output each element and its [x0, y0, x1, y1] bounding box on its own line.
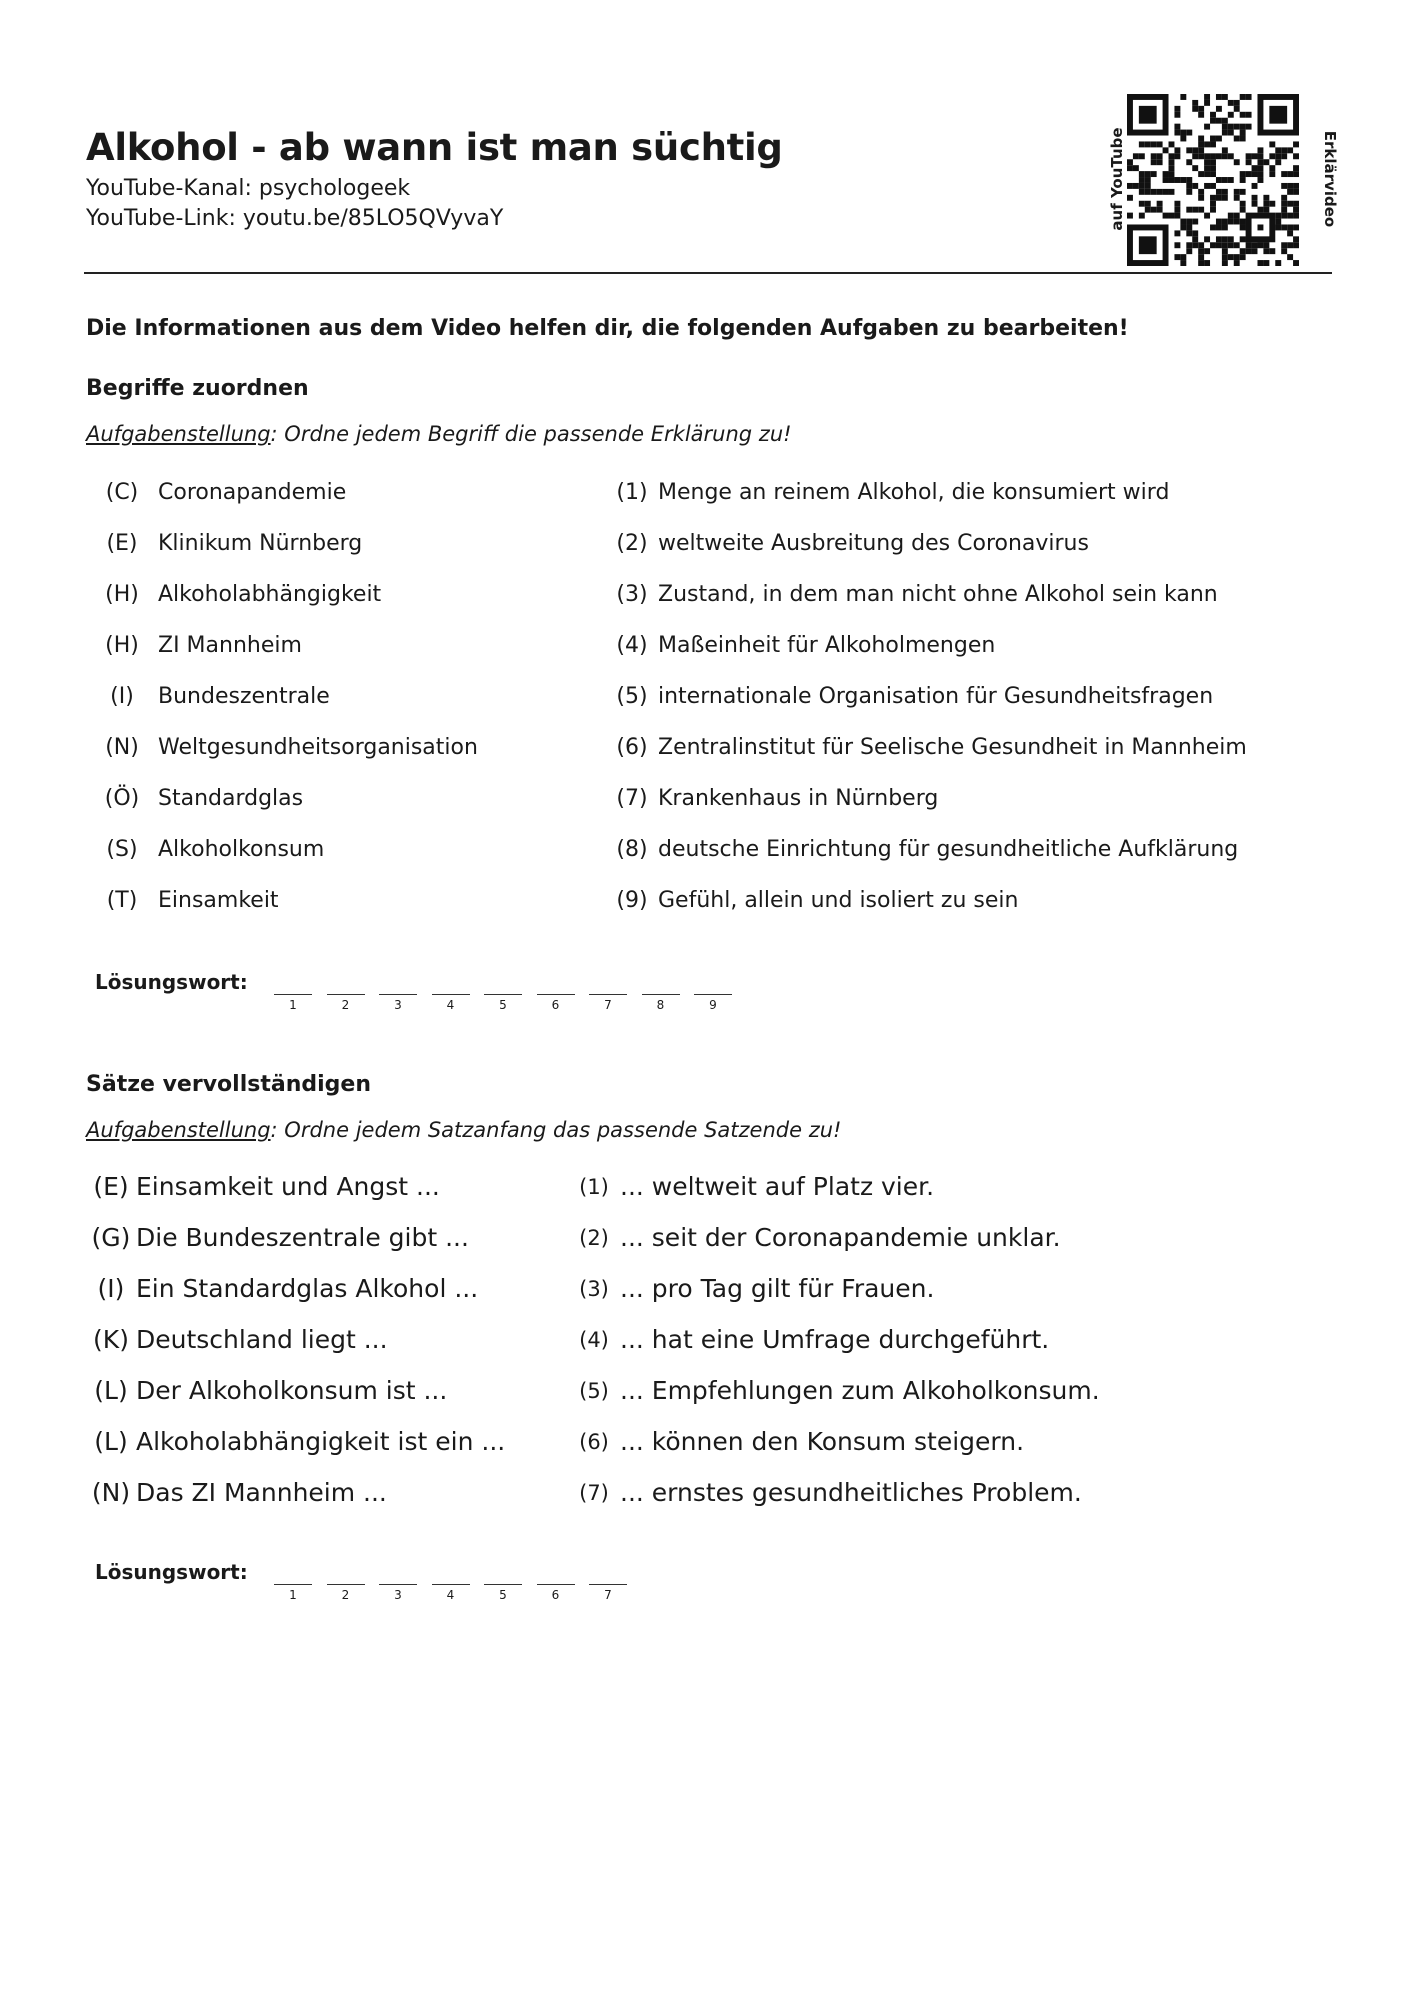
- sentence-end-text: ... Empfehlungen zum Alkoholkonsum.: [620, 1376, 1100, 1405]
- list-item: [0, 480, 1414, 520]
- sentence-start-text: Alkoholabhängigkeit ist ein ...: [136, 1427, 506, 1456]
- definition-code: (7): [616, 786, 648, 811]
- section2-task: [86, 1118, 841, 1142]
- solution-blank: [379, 994, 417, 995]
- list-item: [0, 1274, 1414, 1314]
- definition-code: (4): [616, 633, 648, 658]
- solution-number: 2: [341, 998, 350, 1012]
- list-item: [0, 1427, 1414, 1467]
- solution-blank: [379, 1584, 417, 1585]
- page-title: Alkohol - ab wann ist man süchtig: [86, 126, 783, 169]
- list-item: [0, 1325, 1414, 1365]
- list-item: [0, 1478, 1414, 1518]
- list-item: [0, 837, 1414, 877]
- sentence-start-text: Einsamkeit und Angst ...: [136, 1172, 440, 1201]
- sentence-end-code: (2): [579, 1226, 609, 1250]
- definition-text: Menge an reinem Alkohol, die konsumiert wird: [658, 480, 1170, 505]
- list-item: [0, 582, 1414, 622]
- youtube-channel: YouTube-Kanal: psychologeek: [86, 176, 411, 201]
- definition-text: Zustand, in dem man nicht ohne Alkohol sein kann: [658, 582, 1218, 607]
- solution-number: 4: [446, 998, 455, 1012]
- solution-number: 6: [551, 1588, 560, 1602]
- definition-text: Gefühl, allein und isoliert zu sein: [658, 888, 1019, 913]
- definition-text: internationale Organisation für Gesundheitsfragen: [658, 684, 1214, 709]
- list-item: [0, 735, 1414, 775]
- term-code: (Ö): [104, 786, 140, 811]
- definition-code: (2): [616, 531, 648, 556]
- list-item: [0, 1172, 1414, 1212]
- sentence-start-text: Der Alkoholkonsum ist ...: [136, 1376, 448, 1405]
- definition-text: Maßeinheit für Alkoholmengen: [658, 633, 996, 658]
- section2-solution-label: Lösungswort:: [95, 1560, 248, 1584]
- solution-number: 1: [289, 1588, 297, 1602]
- list-item: [0, 633, 1414, 673]
- sentence-end-text: ... können den Konsum steigern.: [620, 1427, 1025, 1456]
- term-label: Alkoholabhängigkeit: [158, 582, 382, 607]
- definition-text: deutsche Einrichtung für gesundheitliche Aufklärung: [658, 837, 1239, 862]
- sentence-start-code: (G): [91, 1223, 131, 1252]
- sentence-start-code: (L): [94, 1376, 128, 1405]
- task-text: : Ordne jedem Begriff die passende Erklärung zu!: [270, 422, 792, 446]
- solution-blank: [274, 994, 312, 995]
- list-item: [0, 531, 1414, 571]
- solution-blank: [432, 1584, 470, 1585]
- solution-blank: [327, 1584, 365, 1585]
- section1-title: Begriffe zuordnen: [86, 376, 309, 401]
- sentence-end-text: ... hat eine Umfrage durchgeführt.: [620, 1325, 1050, 1354]
- solution-blank: [484, 1584, 522, 1585]
- definition-text: weltweite Ausbreitung des Coronavirus: [658, 531, 1089, 556]
- list-item: [0, 1376, 1414, 1416]
- definition-code: (9): [616, 888, 648, 913]
- term-label: Klinikum Nürnberg: [158, 531, 363, 556]
- qr-left-label: auf YouTube: [1108, 127, 1126, 231]
- term-label: Einsamkeit: [158, 888, 279, 913]
- sentence-start-code: (E): [93, 1172, 129, 1201]
- list-item: [0, 684, 1414, 724]
- sentence-end-text: ... ernstes gesundheitliches Problem.: [620, 1478, 1082, 1507]
- qr-code-block: [1095, 92, 1339, 272]
- sentence-start-code: (L): [94, 1427, 128, 1456]
- sentence-start-text: Das ZI Mannheim ...: [136, 1478, 387, 1507]
- list-item: [0, 786, 1414, 826]
- solution-number: 7: [604, 1588, 612, 1602]
- sentence-end-code: (5): [579, 1379, 609, 1403]
- term-label: Weltgesundheitsorganisation: [158, 735, 478, 760]
- solution-number: 9: [709, 998, 717, 1012]
- term-code: (N): [105, 735, 139, 760]
- solution-number: 2: [341, 1588, 350, 1602]
- solution-number: 7: [604, 998, 612, 1012]
- term-code: (E): [106, 531, 138, 556]
- solution-number: 5: [499, 1588, 507, 1602]
- definition-code: (3): [616, 582, 648, 607]
- solution-number: 8: [656, 998, 665, 1012]
- sentence-start-text: Die Bundeszentrale gibt ...: [136, 1223, 469, 1252]
- term-label: ZI Mannheim: [158, 633, 302, 658]
- sentence-end-code: (1): [579, 1175, 609, 1199]
- definition-code: (8): [616, 837, 648, 862]
- solution-number: 3: [394, 1588, 402, 1602]
- definition-code: (5): [616, 684, 648, 709]
- task-label: Aufgabenstellung: [86, 422, 271, 446]
- sentence-start-code: (K): [93, 1325, 129, 1354]
- sentence-end-code: (6): [579, 1430, 609, 1454]
- term-code: (I): [110, 684, 134, 709]
- sentence-start-text: Deutschland liegt ...: [136, 1325, 388, 1354]
- sentence-start-text: Ein Standardglas Alkohol ...: [136, 1274, 479, 1303]
- section1-task: [86, 422, 792, 446]
- solution-blank: [432, 994, 470, 995]
- definition-text: Krankenhaus in Nürnberg: [658, 786, 939, 811]
- solution-blank: [589, 994, 627, 995]
- qr-code-icon[interactable]: [1127, 94, 1299, 266]
- qr-right-label: Erklärvideo: [1321, 130, 1339, 228]
- sentence-start-code: (I): [97, 1274, 125, 1303]
- sentence-start-code: (N): [91, 1478, 131, 1507]
- definition-code: (1): [616, 480, 648, 505]
- list-item: [0, 888, 1414, 928]
- solution-blank: [694, 994, 732, 995]
- term-code: (H): [105, 633, 139, 658]
- solution-blank: [274, 1584, 312, 1585]
- solution-blank: [484, 994, 522, 995]
- section1-solution-label: Lösungswort:: [95, 970, 248, 994]
- solution-number: 6: [551, 998, 560, 1012]
- solution-blank: [537, 1584, 575, 1585]
- sentence-end-text: ... pro Tag gilt für Frauen.: [620, 1274, 935, 1303]
- solution-number: 4: [446, 1588, 455, 1602]
- sentence-end-text: ... weltweit auf Platz vier.: [620, 1172, 935, 1201]
- solution-number: 1: [289, 998, 297, 1012]
- section2-title: Sätze vervollständigen: [86, 1072, 371, 1097]
- youtube-link[interactable]: YouTube-Link: youtu.be/85LO5QVyvaY: [86, 206, 504, 231]
- solution-number: 5: [499, 998, 507, 1012]
- term-label: Coronapandemie: [158, 480, 347, 505]
- sentence-end-code: (4): [579, 1328, 609, 1352]
- term-label: Standardglas: [158, 786, 304, 811]
- list-item: [0, 1223, 1414, 1263]
- task-label: Aufgabenstellung: [86, 1118, 271, 1142]
- term-label: Alkoholkonsum: [158, 837, 325, 862]
- intro-text: Die Informationen aus dem Video helfen dir, die folgenden Aufgaben zu bearbeiten!: [86, 316, 1129, 341]
- solution-blank: [642, 994, 680, 995]
- solution-number: 3: [394, 998, 402, 1012]
- sentence-end-text: ... seit der Coronapandemie unklar.: [620, 1223, 1061, 1252]
- term-label: Bundeszentrale: [158, 684, 330, 709]
- solution-blank: [537, 994, 575, 995]
- term-code: (T): [106, 888, 138, 913]
- header-divider: [84, 272, 1332, 274]
- definition-text: Zentralinstitut für Seelische Gesundheit in Mannheim: [658, 735, 1247, 760]
- task-text: : Ordne jedem Satzanfang das passende Satzende zu!: [270, 1118, 842, 1142]
- sentence-end-code: (3): [579, 1277, 609, 1301]
- definition-code: (6): [616, 735, 648, 760]
- solution-blank: [589, 1584, 627, 1585]
- sentence-end-code: (7): [579, 1481, 609, 1505]
- term-code: (S): [106, 837, 138, 862]
- solution-blank: [327, 994, 365, 995]
- term-code: (H): [105, 582, 139, 607]
- term-code: (C): [105, 480, 139, 505]
